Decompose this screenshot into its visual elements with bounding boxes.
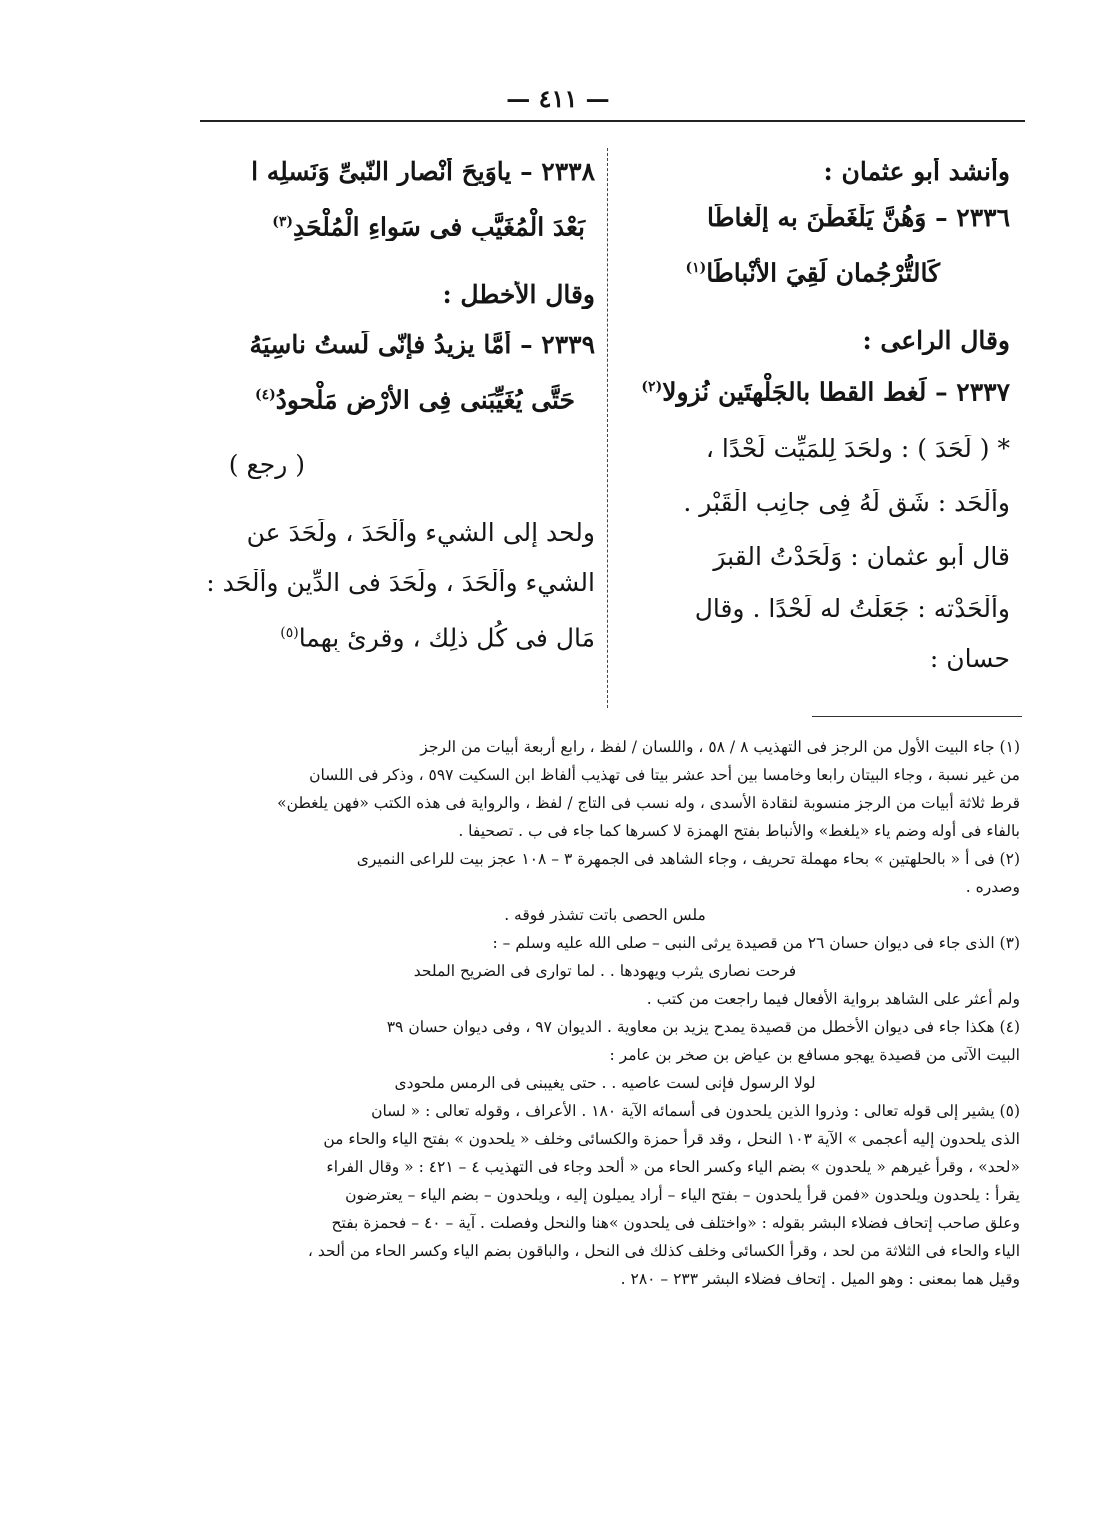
footnote-line: الذى يلحدون إليه أعجمى » الآية ١٠٣ النحل ، وقد قرأ حمزة والكسائى وخلف « يلحدون » بفتح الياء والحاء من	[323, 1130, 1020, 1148]
intro-line: وقال الراعى :	[862, 327, 1010, 356]
footnote-line: (٤) هكذا جاء فى ديوان الأخطل من قصيدة يمدح يزيد بن معاوية . الديوان ٩٧ ، وفى ديوان حسان ٣٩	[386, 1018, 1020, 1036]
body-line: مَال فى كُل ذلِك ، وقرِئ بِهما$^{(٥)}$	[280, 622, 595, 652]
footnote-line: وقيل هما بمعنى : وهو الميل . إتحاف فضلاء البشر ٢٣٣ – ٢٨٠ .	[620, 1270, 1020, 1288]
footnote-quoted-verse: ملس الحصى باتت تشذر فوقه .	[504, 906, 706, 924]
footnote-ref-5: (٥)	[280, 624, 299, 641]
footnotes	[190, 733, 1020, 1293]
verse-2339-first-hemistich: ٢٣٣٩ – أَمَّا يزيدُ فإنّى لَستُ ناسِيَهُ	[249, 331, 595, 360]
footnote-ref-4: (٤)	[254, 387, 276, 404]
footnote-line: ولم أعثر على الشاهد برواية الأفعال فيما راجعت من كتب .	[646, 990, 1020, 1008]
footnote-line: يقرأ : يلحدون ويلحدون «فمن قرأ يلحدون – بفتح الياء – أراد يميلون إليه ، ويلحدون – بضم الياء – يعترضون	[345, 1186, 1020, 1204]
footnotes-rule	[812, 716, 1022, 717]
body-line: ولحد إلى الشيء وألْحَدَ ، ولَحَدَ عن	[246, 518, 595, 547]
verse-2336-second-hemistich: كَالتُّرْجُمان لَقِيَ الأنْباطَا$^{(١)}$	[685, 258, 940, 288]
body-line: وأَلْحَدْته : جَعَلْتُ له لَحْدًا . وقال	[694, 594, 1010, 623]
body-line: الشيء وألْحَدَ ، ولَحَدَ فى الدِّين وألْحَد :	[206, 568, 595, 597]
footnote-line: قرط ثلاثة أبيات من الرجز منسوبة لنقادة الأسدى ، وله نسب فى التاج / لفظ ، والرواية فى هذه الكتب «فهن يلغطن»	[277, 794, 1020, 812]
footnote-line: (١) جاء البيت الأول من الرجز فى التهذيب ٨ / ٥٨ ، واللسان / لفظ ، رابع أربعة أبيات من الرجز	[420, 738, 1020, 756]
body-line: قال أبو عثمان : وَلَحَدْتُ القبرَ	[713, 542, 1010, 571]
footnote-quoted-verse: لولا الرسول فإنى لست عاصيه . . حتى يغيبنى فى الرمس ملحودى	[394, 1074, 816, 1092]
footnote-line: وعلق صاحب إتحاف فضلاء البشر بقوله : «واختلف فى يلحدون »هنا والنحل وفصلت . آية – ٤٠ – فحمزة بفتح	[331, 1214, 1020, 1232]
entry-heading-lahada: * ( لَحَدَ ) : ولحَدَ لِلمَيِّت لَحْدًا ،	[705, 434, 1010, 463]
footnote-ref-1: (١)	[685, 260, 707, 276]
intro-line: وقال الأخطل :	[442, 281, 595, 310]
footnote-ref-3: (٣)	[272, 214, 293, 230]
left-column	[200, 150, 595, 652]
footnote-line: «لحد» ، وقرأ غيرهم « يلحدون » بضم الياء وكسر الحاء من « ألحد وجاء فى التهذيب ٤ – ٤٢١ : « وقال الفراء	[326, 1158, 1020, 1176]
footnote-quoted-verse: فرحت نصارى يثرب ويهودها . . لما توارى فى الضريح الملحد	[413, 962, 797, 980]
right-column	[615, 150, 1010, 673]
page-number: — ٤١١ —	[506, 84, 610, 113]
footnote-line: (٣) الذى جاء فى ديوان حسان ٢٦ من قصيدة يرثى النبى – صلى الله عليه وسلم – :	[492, 934, 1020, 952]
footnote-line: (٥) يشير إلى قوله تعالى : وذروا الذين يلحدون فى أسمائه الآية ١٨٠ . الأعراف ، وقوله تعالى : « لسان	[371, 1102, 1020, 1120]
column-divider	[607, 148, 608, 708]
footnote-line: وصدره .	[965, 878, 1020, 896]
verse-2337: ٢٣٣٧ – لَغط القطا بالجَلْهتَين نُزولا$^{(٢)}$	[641, 377, 1010, 407]
footnote-line: الياء والحاء فى الثلاثة من لحد ، وقرأ الكسائى وخلف كذلك فى النحل ، والباقون بضم الياء وكسر الحاء من ألحد ،	[307, 1242, 1020, 1260]
verse-2338-first-hemistich: ٢٣٣٨ – ياوَيحَ أنْصارِ النّبىِّ وَنَسلِه ا	[251, 158, 595, 186]
body-line: حسان :	[929, 644, 1010, 673]
footnote-line: بالفاء فى أوله وضم ياء «يلغط» والأنباط بفتح الهمزة لا كسرها كما جاء فى ب . تصحيفا .	[458, 822, 1020, 840]
verse-2339-second-hemistich: حَتَّى يُغَيِّبَنى فِى الأرْضِ مَلْحودُ$^{(٤)}$	[254, 385, 575, 415]
intro-line: وأنشد أبو عثمان :	[823, 158, 1010, 186]
return-marker: ( رجع )	[228, 450, 305, 479]
verse-2338-second-hemistich: بَعْدَ الْمُغَيَّبِ فى سَواءِ الْمُلْحَدِ$^{(٣)}$	[272, 212, 585, 242]
footnote-line: البيت الآتى من قصيدة يهجو مسافع بن عياض بن صخر بن عامر :	[609, 1046, 1020, 1064]
footnote-line: (٢) فى أ « بالحلهتين » بحاء مهملة تحريف ، وجاء الشاهد فى الجمهرة ٣ – ١٠٨ عجز بيت للراعى النميرى	[356, 850, 1020, 868]
body-line: وألْحَد : شَق لَهُ فِى جانِب الْقَبْرِ .	[683, 488, 1010, 517]
footnote-line: من غير نسبة ، وجاء البيتان رابعا وخامسا بين أحد عشر بيتا فى تهذيب ألفاظ ابن السكيت ٥٩٧ ، وذكر فى اللسان	[309, 766, 1020, 784]
footnote-ref-2: (٢)	[641, 379, 663, 396]
verse-2336-first-hemistich: ٢٣٣٦ – وَهُنَّ يَلْغَطْنَ به إلْغاطَا	[707, 204, 1010, 232]
header-rule	[200, 120, 1025, 122]
